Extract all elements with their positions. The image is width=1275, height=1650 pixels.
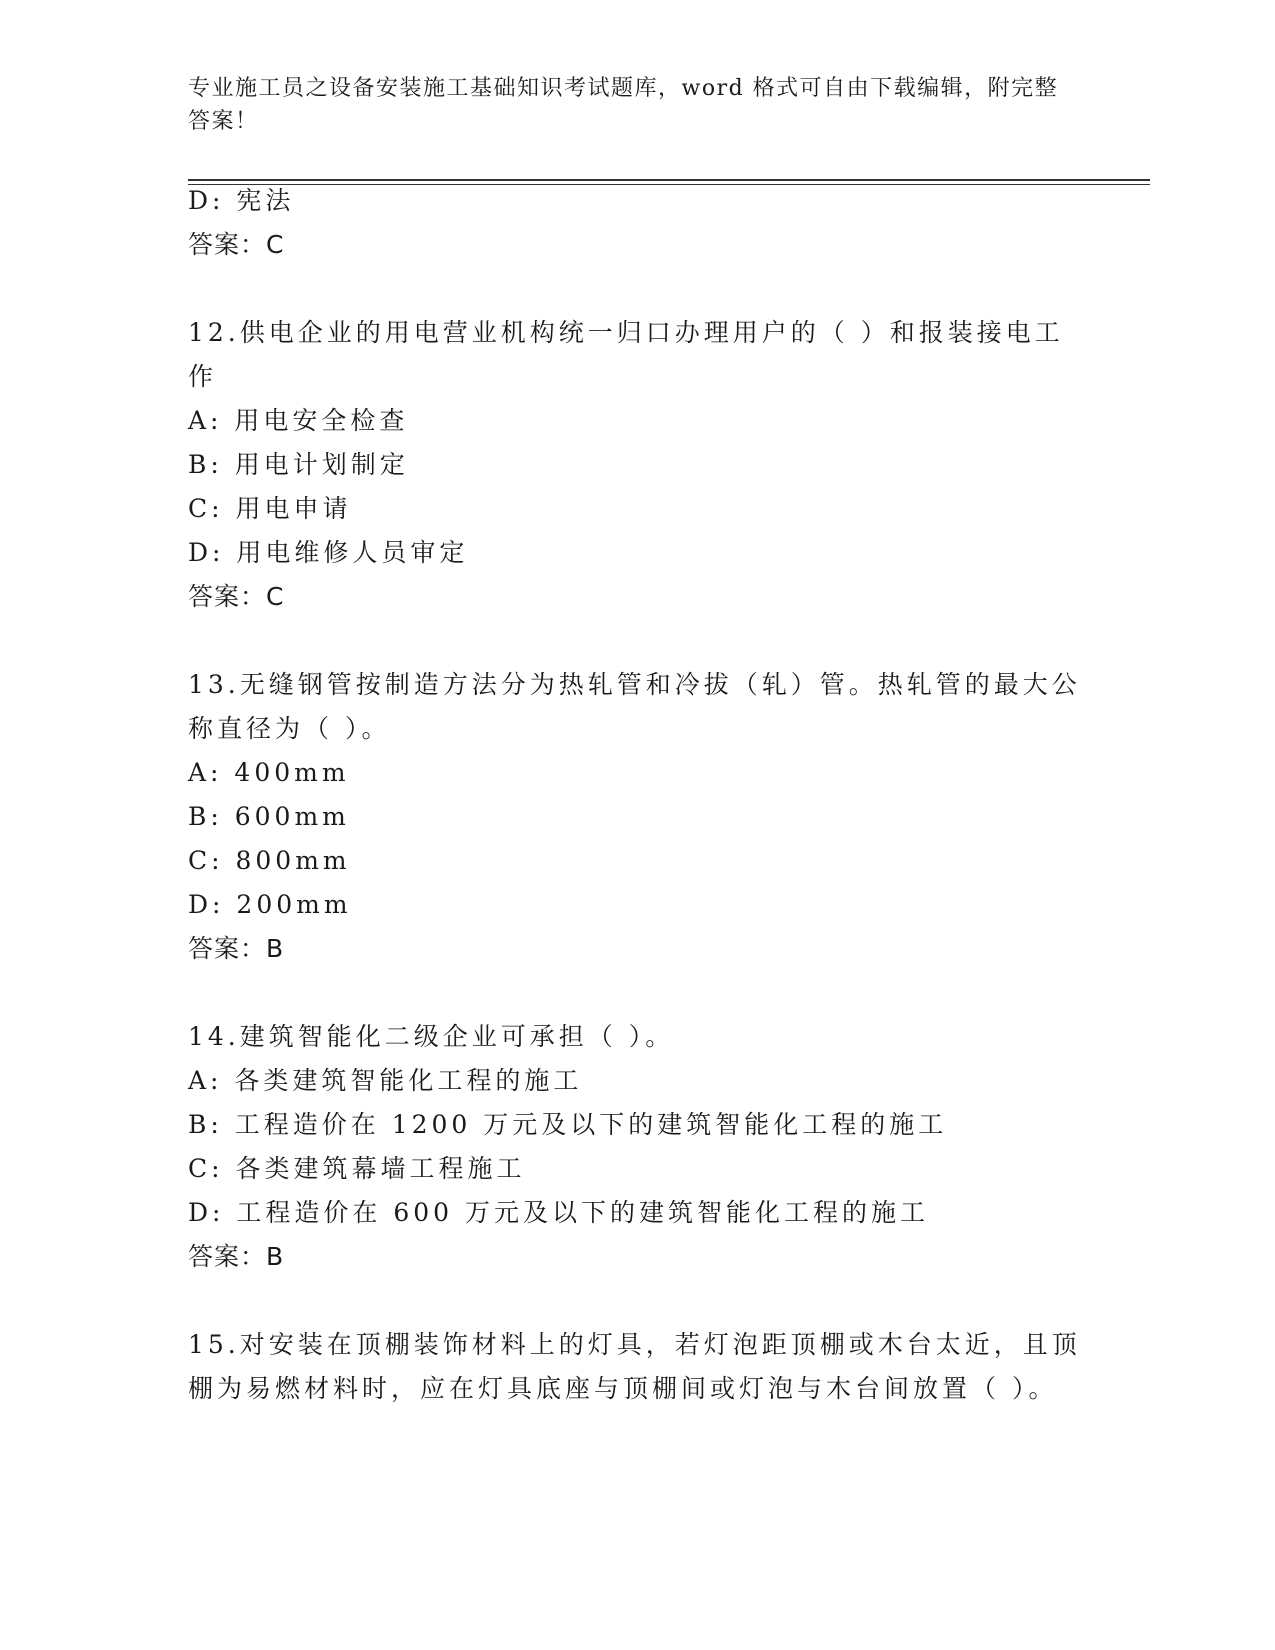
q14-option-c: C: 各类建筑幕墙工程施工 <box>188 1154 526 1183</box>
prev-option-d: D: 宪法 <box>188 186 295 215</box>
q15-stem-line2: 棚为易燃材料时，应在灯具底座与顶棚间或灯泡与木台间放置（ ）。 <box>188 1374 1058 1403</box>
q12-option-b: B: 用电计划制定 <box>188 450 409 479</box>
q14-stem-line1: 14.建筑智能化二级企业可承担（ ）。 <box>188 1022 675 1051</box>
document-header: 专业施工员之设备安装施工基础知识考试题库，word 格式可自由下载编辑，附完整答案！ <box>188 76 1059 134</box>
header-divider-thick <box>188 179 1150 181</box>
q15-stem-line1: 15.对安装在顶棚装饰材料上的灯具，若灯泡距顶棚或木台太近，且顶 <box>188 1330 1081 1359</box>
q13-option-a: A: 400mm <box>188 758 350 787</box>
q12-option-a: A: 用电安全检查 <box>188 406 409 435</box>
q13-answer: 答案：B <box>188 934 285 963</box>
q13-option-c: C: 800mm <box>188 846 351 875</box>
q13-option-b: B: 600mm <box>188 802 350 831</box>
q14-option-b: B: 工程造价在 1200 万元及以下的建筑智能化工程的施工 <box>188 1110 948 1139</box>
header-divider-thin <box>188 184 1150 185</box>
q14-option-d: D: 工程造价在 600 万元及以下的建筑智能化工程的施工 <box>188 1198 930 1227</box>
q12-stem-line1: 12.供电企业的用电营业机构统一归口办理用户的（ ）和报装接电工 <box>188 318 1064 347</box>
q12-stem-line2: 作 <box>188 362 218 391</box>
q14-option-a: A: 各类建筑智能化工程的施工 <box>188 1066 583 1095</box>
q14-answer: 答案：B <box>188 1242 285 1271</box>
q12-option-c: C: 用电申请 <box>188 494 352 523</box>
q13-stem-line2: 称直径为（ ）。 <box>188 714 391 743</box>
q13-stem-line1: 13.无缝钢管按制造方法分为热轧管和冷拔（轧）管。热轧管的最大公 <box>188 670 1081 699</box>
q12-answer: 答案：C <box>188 582 285 611</box>
q13-option-d: D: 200mm <box>188 890 352 919</box>
prev-answer: 答案：C <box>188 230 285 259</box>
q12-option-d: D: 用电维修人员审定 <box>188 538 469 567</box>
